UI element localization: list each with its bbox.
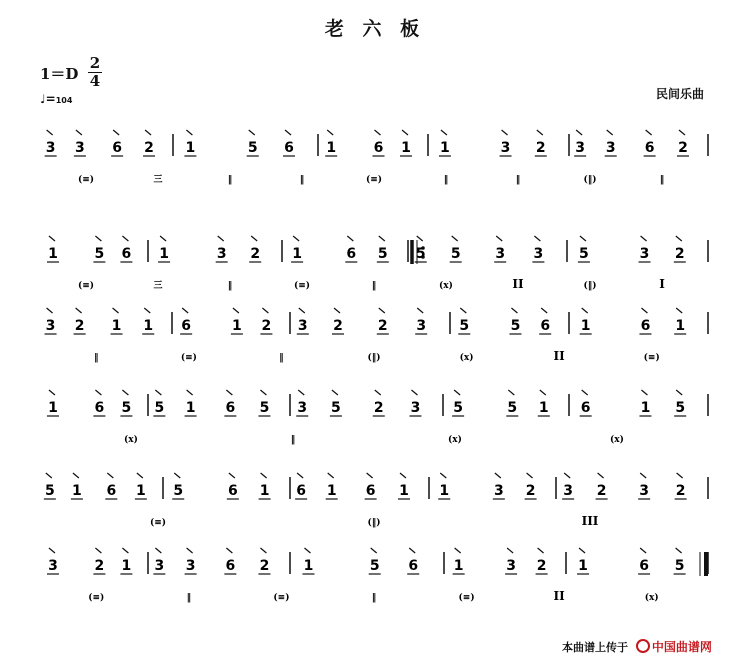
annotation-mark: II bbox=[512, 277, 524, 291]
note: 1 bbox=[675, 318, 686, 334]
note: 1 bbox=[48, 246, 58, 262]
bowing-mark bbox=[76, 130, 82, 135]
bowing-mark bbox=[328, 473, 334, 478]
bowing-mark bbox=[186, 130, 192, 135]
annotation-mark: (x) bbox=[439, 281, 453, 291]
site-logo bbox=[636, 640, 712, 654]
annotation-mark: (x) bbox=[459, 353, 474, 363]
bowing-mark bbox=[297, 473, 303, 478]
annotation-mark: (≡) bbox=[180, 353, 197, 363]
note: 5 bbox=[510, 318, 521, 334]
bowing-mark bbox=[49, 236, 55, 241]
bowing-mark bbox=[334, 308, 340, 313]
bowing-mark bbox=[640, 473, 646, 478]
note: 1 bbox=[159, 246, 169, 262]
annotation-mark: (≡) bbox=[365, 175, 383, 185]
note: 3 bbox=[639, 483, 650, 499]
bowing-mark bbox=[417, 236, 423, 241]
note: 1 bbox=[259, 483, 270, 499]
bowing-mark bbox=[182, 308, 188, 313]
note: 6 bbox=[121, 246, 132, 262]
bowing-mark bbox=[375, 390, 381, 395]
note: 1 bbox=[143, 318, 154, 334]
bowing-mark bbox=[379, 308, 385, 313]
bowing-mark bbox=[144, 308, 150, 313]
note: 1 bbox=[135, 483, 146, 499]
note: 6 bbox=[106, 483, 117, 499]
bowing-mark bbox=[367, 473, 373, 478]
bowing-mark bbox=[598, 473, 604, 478]
bowing-mark bbox=[187, 390, 193, 395]
note: 2 bbox=[333, 318, 343, 334]
bowing-mark bbox=[379, 236, 385, 241]
site-name: 中国曲谱网 bbox=[651, 640, 712, 654]
bowing-mark bbox=[400, 473, 406, 478]
bowing-mark bbox=[371, 548, 377, 553]
bowing-mark bbox=[640, 548, 646, 553]
bowing-mark bbox=[641, 308, 647, 313]
note: 3 bbox=[297, 400, 308, 416]
note: 1 bbox=[185, 140, 196, 156]
note: 3 bbox=[48, 558, 58, 574]
note: 5 bbox=[415, 246, 426, 262]
note: 2 bbox=[250, 246, 261, 262]
bowing-mark bbox=[347, 236, 353, 241]
bowing-mark bbox=[452, 236, 458, 241]
bowing-mark bbox=[260, 390, 266, 395]
bowing-mark bbox=[304, 548, 310, 553]
annotation-mark: (≡) bbox=[149, 518, 167, 528]
note: 1 bbox=[121, 558, 132, 574]
note: 5 bbox=[44, 483, 55, 499]
note: 1 bbox=[72, 483, 82, 499]
bowing-mark bbox=[122, 236, 128, 241]
quarter-note-icon: ♩ bbox=[40, 92, 46, 106]
note: 2 bbox=[675, 483, 686, 499]
bowing-mark bbox=[676, 548, 682, 553]
annotation-mark: ‖ bbox=[659, 175, 665, 185]
note: 2 bbox=[536, 558, 547, 574]
bowing-mark bbox=[409, 548, 415, 553]
note: 6 bbox=[227, 483, 238, 499]
note: 5 bbox=[173, 483, 184, 499]
annotation-mark: II bbox=[553, 589, 565, 603]
bowing-mark bbox=[676, 390, 682, 395]
bowing-mark bbox=[73, 473, 79, 478]
bowing-mark bbox=[174, 473, 180, 478]
note: 5 bbox=[507, 400, 518, 416]
composer-label: 民间乐曲 bbox=[656, 87, 705, 101]
bowing-mark bbox=[226, 548, 232, 553]
note: 6 bbox=[644, 140, 655, 156]
annotation-mark: (x) bbox=[124, 435, 138, 445]
bowing-mark bbox=[540, 390, 546, 395]
bowing-mark bbox=[511, 308, 517, 313]
time-signature-bottom: 4 bbox=[89, 72, 101, 90]
note: 2 bbox=[535, 140, 546, 156]
note: 2 bbox=[373, 400, 384, 416]
note: 2 bbox=[94, 558, 105, 574]
note: 1 bbox=[185, 400, 196, 416]
bowing-mark bbox=[375, 130, 381, 135]
annotation-mark: ‖ bbox=[227, 281, 233, 291]
bowing-mark bbox=[496, 236, 502, 241]
bowing-mark bbox=[76, 308, 82, 313]
note: 5 bbox=[154, 400, 165, 416]
bowing-mark bbox=[579, 548, 585, 553]
footer-credit bbox=[562, 638, 712, 655]
bowing-mark bbox=[641, 390, 647, 395]
bowing-mark bbox=[676, 308, 682, 313]
bowing-mark bbox=[233, 308, 239, 313]
note: 5 bbox=[369, 558, 380, 574]
note: 6 bbox=[112, 140, 123, 156]
note: 1 bbox=[401, 140, 411, 156]
bowing-mark bbox=[122, 390, 128, 395]
annotation-mark: ‖ bbox=[371, 593, 377, 603]
note: 6 bbox=[540, 318, 551, 334]
bowing-mark bbox=[107, 473, 113, 478]
note: 6 bbox=[94, 400, 105, 416]
note: 1 bbox=[48, 400, 58, 416]
bowing-mark bbox=[187, 548, 193, 553]
annotation-mark: ‖ bbox=[186, 593, 192, 603]
note: 6 bbox=[640, 318, 651, 334]
note: 3 bbox=[639, 246, 650, 262]
bowing-mark bbox=[122, 548, 128, 553]
bowing-mark bbox=[402, 130, 408, 135]
bowing-mark bbox=[47, 308, 53, 313]
note: 3 bbox=[410, 400, 421, 416]
bowing-mark bbox=[441, 130, 447, 135]
note: 3 bbox=[216, 246, 227, 262]
note: 6 bbox=[284, 140, 294, 156]
bowing-mark bbox=[218, 236, 224, 241]
notation-layer bbox=[44, 130, 708, 603]
bowing-mark bbox=[261, 473, 267, 478]
bowing-mark bbox=[440, 473, 446, 478]
note: 2 bbox=[261, 318, 272, 334]
bowing-mark bbox=[576, 130, 582, 135]
note: 3 bbox=[45, 318, 56, 334]
bowing-mark bbox=[502, 130, 508, 135]
bowing-mark bbox=[607, 130, 613, 135]
note: 2 bbox=[674, 246, 685, 262]
bowing-mark bbox=[49, 390, 55, 395]
note: 2 bbox=[678, 140, 688, 156]
note: 1 bbox=[326, 140, 337, 156]
annotation-mark: (‖) bbox=[367, 518, 381, 528]
annotation-mark: ‖ bbox=[371, 281, 377, 291]
note: 2 bbox=[144, 140, 154, 156]
bowing-mark bbox=[298, 390, 304, 395]
note: 3 bbox=[605, 140, 616, 156]
annotation-mark: (‖) bbox=[367, 353, 381, 363]
bowing-mark bbox=[49, 548, 55, 553]
bowing-mark bbox=[646, 130, 652, 135]
annotation-mark: I bbox=[659, 277, 665, 291]
tempo-value: 104 bbox=[55, 96, 73, 105]
bowing-mark bbox=[454, 390, 460, 395]
note: 3 bbox=[45, 140, 56, 156]
note: 1 bbox=[439, 483, 450, 499]
note: 5 bbox=[459, 318, 470, 334]
bowing-mark bbox=[508, 390, 514, 395]
note: 5 bbox=[247, 140, 258, 156]
annotation-mark: (‖) bbox=[583, 281, 597, 291]
annotation-mark: ‖ bbox=[299, 175, 305, 185]
note: 5 bbox=[579, 246, 589, 262]
note: 3 bbox=[75, 140, 85, 156]
annotation-mark: ‖ bbox=[279, 353, 284, 363]
bowing-mark bbox=[160, 236, 166, 241]
footer-text: 本曲谱上传于 bbox=[562, 641, 628, 654]
note: 2 bbox=[74, 318, 85, 334]
bowing-mark bbox=[95, 548, 101, 553]
note: 1 bbox=[440, 140, 450, 156]
bowing-mark bbox=[113, 308, 119, 313]
bowing-mark bbox=[226, 390, 232, 395]
bowing-mark bbox=[155, 390, 161, 395]
bowing-mark bbox=[229, 473, 235, 478]
note: 1 bbox=[578, 558, 588, 574]
bowing-mark bbox=[46, 473, 52, 478]
note: 3 bbox=[154, 558, 165, 574]
note: 1 bbox=[326, 483, 337, 499]
bowing-mark bbox=[411, 390, 417, 395]
note: 5 bbox=[453, 400, 463, 416]
bowing-mark bbox=[507, 548, 513, 553]
note: 6 bbox=[296, 483, 306, 499]
note: 6 bbox=[346, 246, 357, 262]
note: 5 bbox=[674, 558, 685, 574]
annotation-mark: (≡) bbox=[77, 175, 95, 185]
annotation-mark: (≡) bbox=[293, 281, 311, 291]
note: 6 bbox=[580, 400, 591, 416]
bowing-mark bbox=[455, 548, 461, 553]
note: 3 bbox=[185, 558, 196, 574]
bowing-mark bbox=[249, 130, 255, 135]
bowing-mark bbox=[113, 130, 119, 135]
note: 6 bbox=[408, 558, 419, 574]
bowing-mark bbox=[527, 473, 533, 478]
note: 6 bbox=[639, 558, 649, 574]
key-signature: 1＝D bbox=[40, 65, 79, 83]
bowing-mark bbox=[534, 236, 540, 241]
annotation-mark: (≡) bbox=[273, 593, 290, 603]
bowing-mark bbox=[95, 390, 101, 395]
note: 1 bbox=[640, 400, 651, 416]
note: 6 bbox=[225, 558, 236, 574]
note: 6 bbox=[365, 483, 376, 499]
bowing-mark bbox=[582, 308, 588, 313]
bowing-mark bbox=[95, 236, 101, 241]
bowing-mark bbox=[332, 390, 338, 395]
bowing-mark bbox=[495, 473, 501, 478]
note: 3 bbox=[500, 140, 511, 156]
bowing-mark bbox=[137, 473, 143, 478]
note: 5 bbox=[331, 400, 341, 416]
note: 3 bbox=[506, 558, 516, 574]
annotation-mark: (≡) bbox=[77, 281, 95, 291]
bowing-mark bbox=[417, 308, 423, 313]
note: 6 bbox=[181, 318, 192, 334]
bowing-mark bbox=[538, 548, 544, 553]
bowing-mark bbox=[293, 236, 299, 241]
annotation-mark: (≡) bbox=[88, 593, 105, 603]
bowing-mark bbox=[679, 130, 685, 135]
note: 3 bbox=[533, 246, 544, 262]
annotation-mark: II bbox=[553, 349, 565, 363]
note: 5 bbox=[377, 246, 388, 262]
annotation-mark: ‖ bbox=[515, 175, 521, 185]
annotation-mark: (x) bbox=[644, 593, 659, 603]
note: 1 bbox=[232, 318, 242, 334]
annotation-mark: 三 bbox=[153, 281, 163, 291]
note: 5 bbox=[450, 246, 461, 262]
bowing-mark bbox=[145, 130, 151, 135]
tempo-equals: = bbox=[45, 92, 56, 106]
note: 3 bbox=[495, 246, 506, 262]
annotation-mark: ‖ bbox=[443, 175, 449, 185]
bowing-mark bbox=[251, 236, 257, 241]
note: 2 bbox=[377, 318, 388, 334]
note: 1 bbox=[580, 318, 591, 334]
note: 5 bbox=[94, 246, 105, 262]
score-title: 老 六 板 bbox=[324, 18, 426, 40]
bowing-mark bbox=[262, 308, 268, 313]
note: 1 bbox=[453, 558, 464, 574]
note: 3 bbox=[297, 318, 308, 334]
annotation-mark: III bbox=[581, 514, 599, 528]
note: 5 bbox=[121, 400, 132, 416]
note: 1 bbox=[538, 400, 549, 416]
time-signature-top: 2 bbox=[89, 54, 101, 72]
annotation-mark: (x) bbox=[448, 435, 462, 445]
note: 3 bbox=[493, 483, 504, 499]
note: 6 bbox=[373, 140, 384, 156]
annotation-mark: ‖ bbox=[227, 175, 233, 185]
annotation-mark: (‖) bbox=[583, 175, 597, 185]
note: 3 bbox=[575, 140, 585, 156]
site-logo-icon bbox=[636, 639, 650, 653]
bowing-mark bbox=[537, 130, 543, 135]
bowing-mark bbox=[460, 308, 466, 313]
note: 5 bbox=[675, 400, 686, 416]
bowing-mark bbox=[260, 548, 266, 553]
annotation-mark: ‖ bbox=[94, 353, 99, 363]
bowing-mark bbox=[641, 236, 647, 241]
bowing-mark bbox=[676, 236, 682, 241]
note: 1 bbox=[292, 246, 302, 262]
annotation-mark: ‖ bbox=[290, 435, 296, 445]
note: 3 bbox=[416, 318, 427, 334]
note: 5 bbox=[259, 400, 270, 416]
note: 6 bbox=[225, 400, 236, 416]
bowing-mark bbox=[564, 473, 570, 478]
annotation-mark: (x) bbox=[610, 435, 624, 445]
note: 2 bbox=[525, 483, 536, 499]
note: 2 bbox=[259, 558, 270, 574]
annotation-mark: (≡) bbox=[643, 353, 660, 363]
note: 3 bbox=[563, 483, 574, 499]
bowing-mark bbox=[582, 390, 588, 395]
bowing-mark bbox=[47, 130, 53, 135]
note: 2 bbox=[596, 483, 607, 499]
bowing-mark bbox=[327, 130, 333, 135]
bowing-mark bbox=[155, 548, 161, 553]
bowing-mark bbox=[285, 130, 291, 135]
note: 1 bbox=[303, 558, 314, 574]
annotation-mark: (≡) bbox=[458, 593, 475, 603]
annotation-mark: 三 bbox=[153, 175, 163, 185]
note: 1 bbox=[399, 483, 409, 499]
bowing-mark bbox=[580, 236, 586, 241]
bowing-mark bbox=[299, 308, 305, 313]
note: 1 bbox=[111, 318, 122, 334]
bowing-mark bbox=[541, 308, 547, 313]
bowing-mark bbox=[677, 473, 683, 478]
